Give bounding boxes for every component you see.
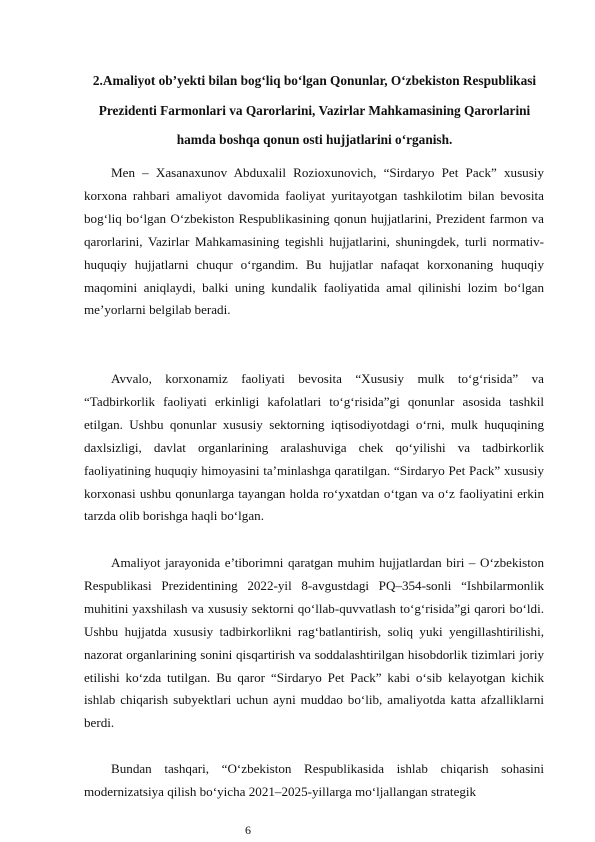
paragraph-intro: Men – Xasanaxunov Abduxalil Rozioxunovich, “Sirdaryo Pet Pack” xususiy korxona rahbari amaliyot davomida faoliyat yuritayotgan tashkilotim bilan bevosita bog‘liq bo‘lgan O‘zbekiston Respublikasining qonun hujjatlarini, Prezident farmon va qarorlarini, Vazirlar Mahkamasining tegishli hujjatlarini, shuningdek, turli normativ-huquqiy hujjatlarni chuqur o‘rgandim. Bu hujjatlar nafaqat korxonaning huquqiy maqomini aniqlaydi, balki uning kundalik faoliyatida amal qilinishi lozim bo‘lgan me’yorlarni belgilab beradi. xyxy=(84,165,544,318)
paragraph-strategy: Bundan tashqari, “O‘zbekiston Respublikasida ishlab chiqarish sohasini modernizatsiya qilish bo‘yicha 2021–2025-yillarga mo‘ljallangan strategik xyxy=(84,761,544,799)
page-number: 6 xyxy=(245,823,251,837)
paragraph-laws: Avvalo, korxonamiz faoliyati bevosita “Xususiy mulk to‘g‘risida” va “Tadbirkorlik faoliyati erkinligi kafolatlari to‘g‘risida”gi qonunlar asosida tashkil etilgan. Ushbu qonunlar xususiy sektorning iqtisodiyotdagi o‘rni, mulk huquqining daxlsizligi, davlat organlarining aralashuviga chek qo‘yilishi va tadbirkorlik faoliyatining huquqiy himoyasini ta’minlashga qaratilgan. “Sirdaryo Pet Pack” xususiy korxonasi ushbu qonunlarga tayangan holda ro‘yxatdan o‘tgan va o‘z faoliyatini erkin tarzda olib borishga haqli bo‘lgan. xyxy=(84,371,544,524)
paragraph-decree: Amaliyot jarayonida e’tiborimni qaratgan muhim hujjatlardan biri – O‘zbekiston Respublikasi Prezidentining 2022-yil 8-avgustdagi PQ–354-sonli “Ishbilarmonlik muhitini yaxshilash va xususiy sektorni qo‘llab-quvvatlash to‘g‘risida”gi qarori bo‘ldi. Ushbu hujjatda xususiy tadbirkorlikni rag‘batlantirish, soliq yuki yengillashtirilishi, nazorat organlarining sonini qisqartirish va soddalashtirilgan hisobdorlik tizimlari joriy etilishi ko‘zda tutilgan. Bu qaror “Sirdaryo Pet Pack” kabi o‘sib kelayotgan kichik ishlab chiqarish subyektlari uchun ayni muddao bo‘lib, amaliyotda katta afzalliklarni berdi. xyxy=(84,555,544,731)
section-heading: 2.Amaliyot ob’yekti bilan bog‘liq bo‘lgan Qonunlar, O‘zbekiston Respublikasi Prezidenti Farmonlari va Qarorlarini, Vazirlar Mahkamasining Qarorlarini hamda boshqa qonun osti hujjatlarini o‘rganish. xyxy=(92,73,537,148)
